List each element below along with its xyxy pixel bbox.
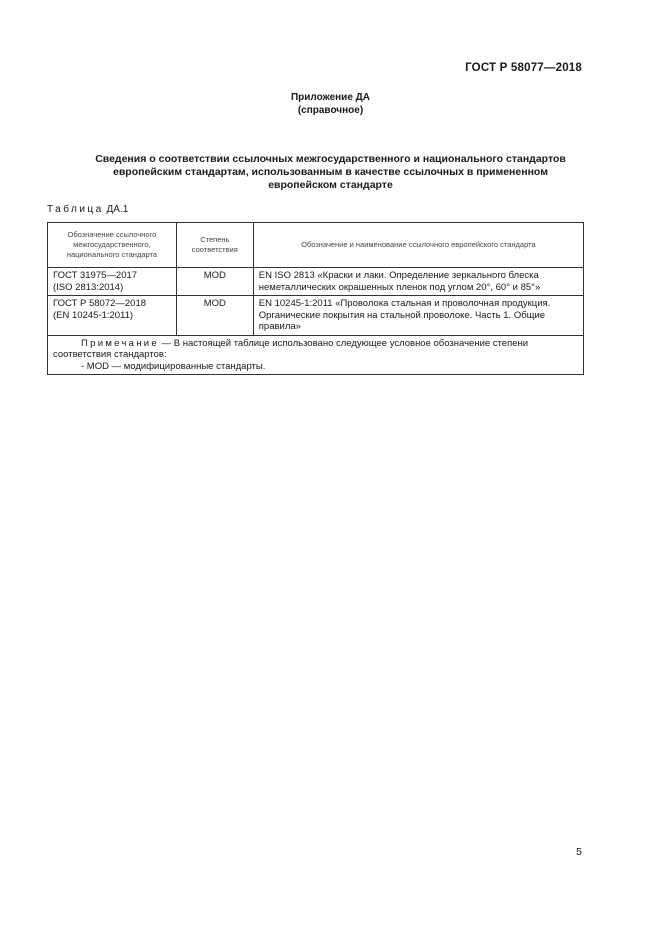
table-row xyxy=(48,268,584,296)
table-note-row xyxy=(48,335,584,375)
table-row xyxy=(48,296,584,336)
international-equivalent: (EN 10245-1:2011) xyxy=(53,309,134,321)
european-standard-cell: EN ISO 2813 «Краски и лаки. Определение зеркального блеска неметаллических окрашенных пленок под углом 20°, 60° и 85°» xyxy=(253,268,583,296)
table-caption-number: ДА.1 xyxy=(106,204,129,215)
national-standard-code: ГОСТ 31975—2017 xyxy=(53,270,138,281)
national-standard-code: ГОСТ Р 58072—2018 xyxy=(53,298,147,309)
table-caption-word: Таблица xyxy=(47,204,104,215)
reference-table xyxy=(47,222,584,375)
european-standard-cell: EN 10245-1:2011 «Проволока стальная и проволочная продукция. Органические покрытия на стальной проволоке. Часть 1. Общие правила» xyxy=(253,296,583,336)
document-title-line-1: Сведения о соответствии ссылочных межгосударственного и национального стандартов xyxy=(95,153,566,165)
annex-title: Приложение ДА xyxy=(290,92,371,103)
national-standard-cell xyxy=(48,268,177,296)
degree-cell: MOD xyxy=(176,296,253,336)
table-caption xyxy=(47,204,128,215)
header-european-standard: Обозначение и наименование ссылочного европейского стандарта xyxy=(253,223,583,268)
table-header-row xyxy=(48,223,584,268)
header-degree: Степень соответствия xyxy=(176,223,253,268)
note-text: — В настоящей таблице использовано следующее условное обозначение степени соответствия стандартов: xyxy=(53,337,529,360)
document-title-line-3: европейском стандарте xyxy=(268,179,393,191)
standard-code-header: ГОСТ Р 58077—2018 xyxy=(465,62,582,74)
document-title-line-2: европейским стандартам, использованным в качестве ссылочных в примененном xyxy=(113,166,548,178)
document-title xyxy=(60,153,601,192)
degree-cell: MOD xyxy=(176,268,253,296)
international-equivalent: (ISO 2813:2014) xyxy=(53,281,124,293)
annex-kind: (справочное) xyxy=(297,105,364,116)
page-number: 5 xyxy=(576,846,582,858)
table-note xyxy=(48,335,584,375)
national-standard-cell xyxy=(48,296,177,336)
note-item: - MOD — модифицированные стандарты. xyxy=(81,360,266,372)
header-national-standard: Обозначение ссылочного межгосударственного, национального стандарта xyxy=(48,223,177,268)
note-label: Примечание xyxy=(81,337,159,349)
